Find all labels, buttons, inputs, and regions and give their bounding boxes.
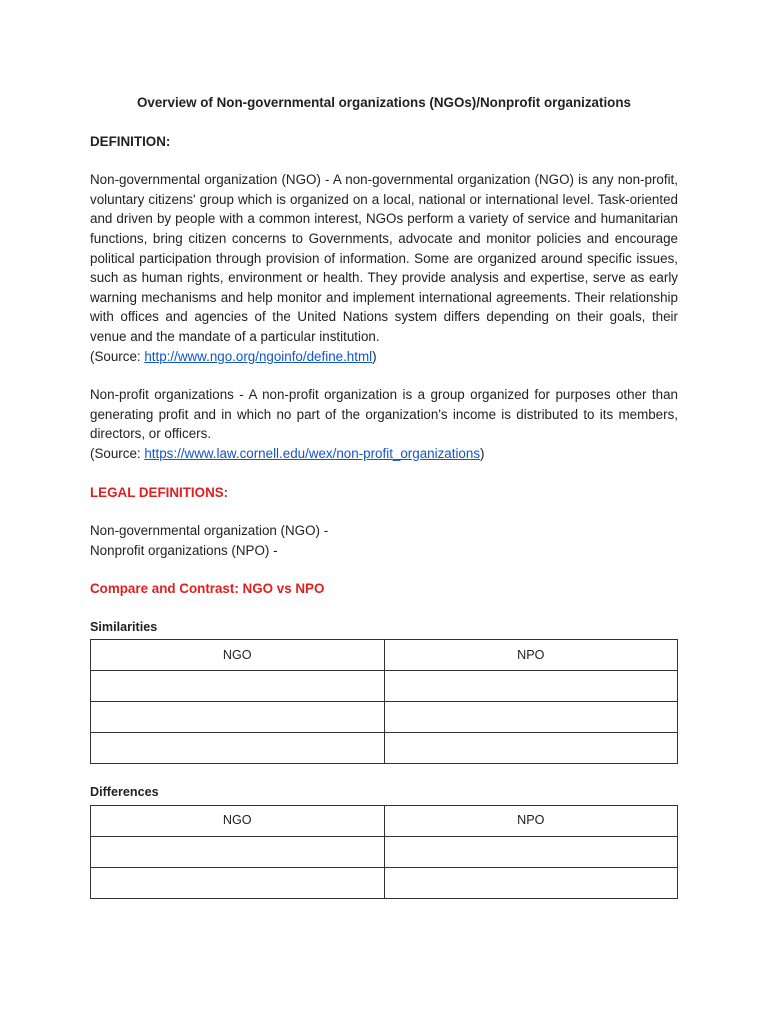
table-cell[interactable] (91, 733, 385, 764)
table-header-row (91, 806, 678, 837)
similarities-label: Similarities (90, 619, 158, 634)
compare-contrast-heading: Compare and Contrast: NGO vs NPO (90, 581, 325, 597)
table-cell[interactable] (384, 868, 678, 899)
ngo-source-suffix: ) (372, 348, 377, 364)
npo-definition-paragraph (90, 385, 678, 463)
table-cell[interactable] (91, 702, 385, 733)
npo-source-link[interactable]: https://www.law.cornell.edu/wex/non-profit_organizations (144, 445, 481, 461)
similarities-ngo-header: NGO (91, 640, 385, 671)
ngo-source-prefix: (Source: (90, 348, 145, 364)
page-title: Overview of Non-governmental organizations (NGOs)/Nonprofit organizations (136, 95, 631, 110)
legal-definitions-heading: LEGAL DEFINITIONS: (90, 484, 229, 500)
ngo-definition-paragraph (90, 170, 678, 366)
npo-definition-text: Non-profit organizations - A non-profit organization is a group organized for purposes other than generating profit and in which no part of the organization's income is distributed to its members, directors, or officers. (90, 387, 678, 442)
npo-source-suffix: ) (480, 445, 485, 461)
differences-npo-header: NPO (384, 806, 678, 837)
npo-source-prefix: (Source: (90, 445, 145, 461)
differences-label: Differences (90, 785, 159, 800)
table-cell[interactable] (384, 733, 678, 764)
legal-npo-line: Nonprofit organizations (NPO) - (90, 542, 278, 558)
ngo-definition-text: Non-governmental organization (NGO) - A non-governmental organization (NGO) is any non-profit, voluntary citizens' group which is organized on a local, national or international level. Task-oriented and driven by people with a common interest, NGOs perform a variety of service and humanitarian functions, bring citizen concerns to Governments, advocate and monitor policies and encourage political participation through provision of information. Some are organized around specific issues, such as human rights, environment or health. They provide analysis and expertise, serve as early warning mechanisms and help monitor and implement international agreements. Their relationship with offices and agencies of the United Nations system differs depending on their goals, their venue and the mandate of a particular institution. (90, 172, 678, 344)
table-cell[interactable] (91, 671, 385, 702)
table-row (91, 837, 678, 868)
table-cell[interactable] (91, 868, 385, 899)
similarities-npo-header: NPO (384, 640, 678, 671)
table-row (91, 671, 678, 702)
ngo-source-link[interactable]: http://www.ngo.org/ngoinfo/define.html (144, 348, 373, 364)
table-cell[interactable] (384, 671, 678, 702)
table-cell[interactable] (91, 837, 385, 868)
similarities-table (90, 639, 678, 764)
table-header-row (91, 640, 678, 671)
table-row (91, 702, 678, 733)
table-cell[interactable] (384, 702, 678, 733)
table-row (91, 868, 678, 899)
legal-ngo-line: Non-governmental organization (NGO) - (90, 523, 329, 539)
differences-ngo-header: NGO (91, 806, 385, 837)
table-row (91, 733, 678, 764)
differences-table (90, 805, 678, 899)
table-cell[interactable] (384, 837, 678, 868)
definition-heading: DEFINITION: (90, 133, 171, 149)
